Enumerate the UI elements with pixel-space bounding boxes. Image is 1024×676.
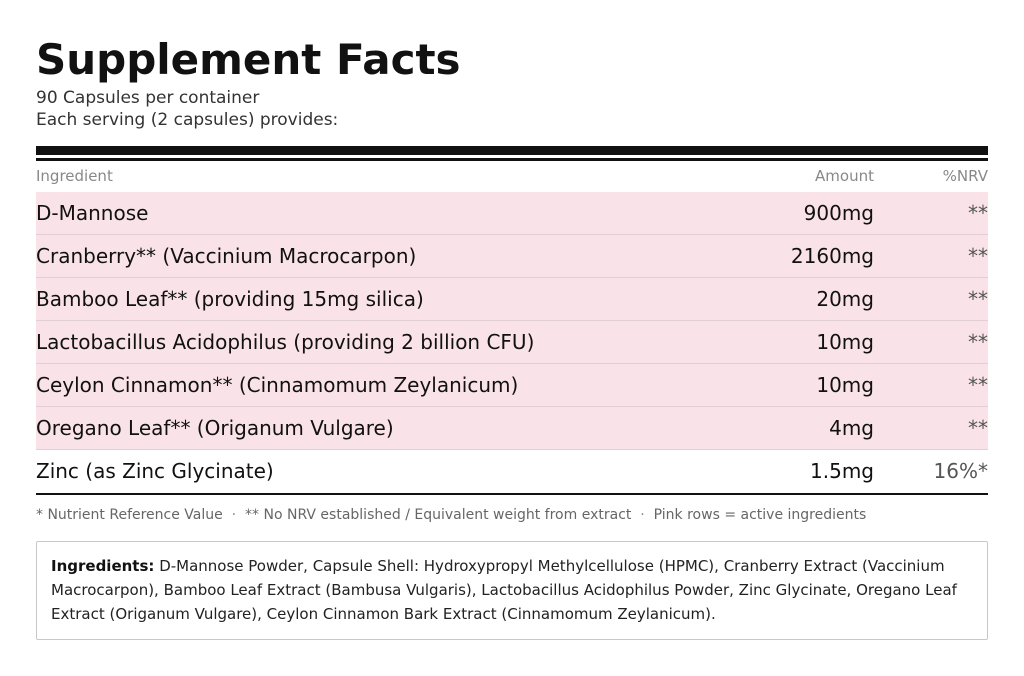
thick-divider: [36, 146, 988, 155]
ingredient-name: D-Mannose: [36, 201, 149, 225]
ingredient-name: Ceylon Cinnamon** (Cinnamomum Zeylanicum): [36, 373, 519, 397]
ingredient-amount: 10mg: [816, 373, 874, 397]
table-header: [36, 166, 988, 186]
ingredient-amount: 4mg: [829, 416, 874, 440]
footnote-nrv: * Nutrient Reference Value: [36, 507, 223, 523]
column-header-amount: Amount: [815, 167, 874, 185]
table-row: [36, 364, 988, 407]
ingredient-amount: 900mg: [803, 201, 874, 225]
ingredient-nrv: **: [968, 416, 988, 440]
table-row: [36, 321, 988, 364]
thin-divider: [36, 158, 988, 161]
ingredient-table: [36, 192, 988, 493]
ingredients-box: [36, 541, 988, 640]
ingredient-nrv: **: [968, 201, 988, 225]
table-row: [36, 278, 988, 321]
serving-description: Each serving (2 capsules) provides:: [36, 110, 339, 130]
footnote-extract: ** No NRV established / Equivalent weight from extract: [245, 507, 632, 523]
ingredients-label: Ingredients:: [51, 557, 155, 575]
table-bottom-divider: [36, 493, 988, 495]
ingredient-nrv: **: [968, 244, 988, 268]
column-header-ingredient: Ingredient: [36, 167, 113, 185]
ingredient-nrv: 16%*: [933, 459, 988, 483]
footnote-separator: ·: [640, 507, 645, 523]
ingredient-amount: 10mg: [816, 330, 874, 354]
page-title: Supplement Facts: [36, 35, 461, 84]
table-row: [36, 450, 988, 493]
column-header-nrv: %NRV: [942, 167, 988, 185]
table-row: [36, 407, 988, 450]
ingredient-name: Lactobacillus Acidophilus (providing 2 billion CFU): [36, 330, 535, 354]
ingredient-amount: 20mg: [816, 287, 874, 311]
ingredient-name: Oregano Leaf** (Origanum Vulgare): [36, 416, 394, 440]
ingredient-amount: 1.5mg: [810, 459, 874, 483]
footnote-legend: Pink rows = active ingredients: [653, 507, 867, 523]
ingredient-nrv: **: [968, 373, 988, 397]
ingredient-nrv: **: [968, 287, 988, 311]
footnote: [36, 505, 866, 525]
ingredient-name: Bamboo Leaf** (providing 15mg silica): [36, 287, 424, 311]
ingredient-nrv: **: [968, 330, 988, 354]
footnote-separator: ·: [231, 507, 237, 523]
capsules-per-container: 90 Capsules per container: [36, 88, 260, 108]
ingredient-amount: 2160mg: [790, 244, 874, 268]
table-row: [36, 192, 988, 235]
table-row: [36, 235, 988, 278]
ingredient-name: Zinc (as Zinc Glycinate): [36, 459, 274, 483]
ingredients-text: D-Mannose Powder, Capsule Shell: Hydroxypropyl Methylcellulose (HPMC), Cranberry Extract (Vaccinium Macrocarpon), Bamboo Leaf Extract (Bambusa Vulgaris), Lactobacillus Acidophilus Powder, Zinc Glycinate, Oregano Leaf Extract (Origanum Vulgare), Ceylon Cinnamon Bark Extract (Cinnamomum Zeylanicum).: [51, 557, 957, 623]
ingredient-name: Cranberry** (Vaccinium Macrocarpon): [36, 244, 417, 268]
